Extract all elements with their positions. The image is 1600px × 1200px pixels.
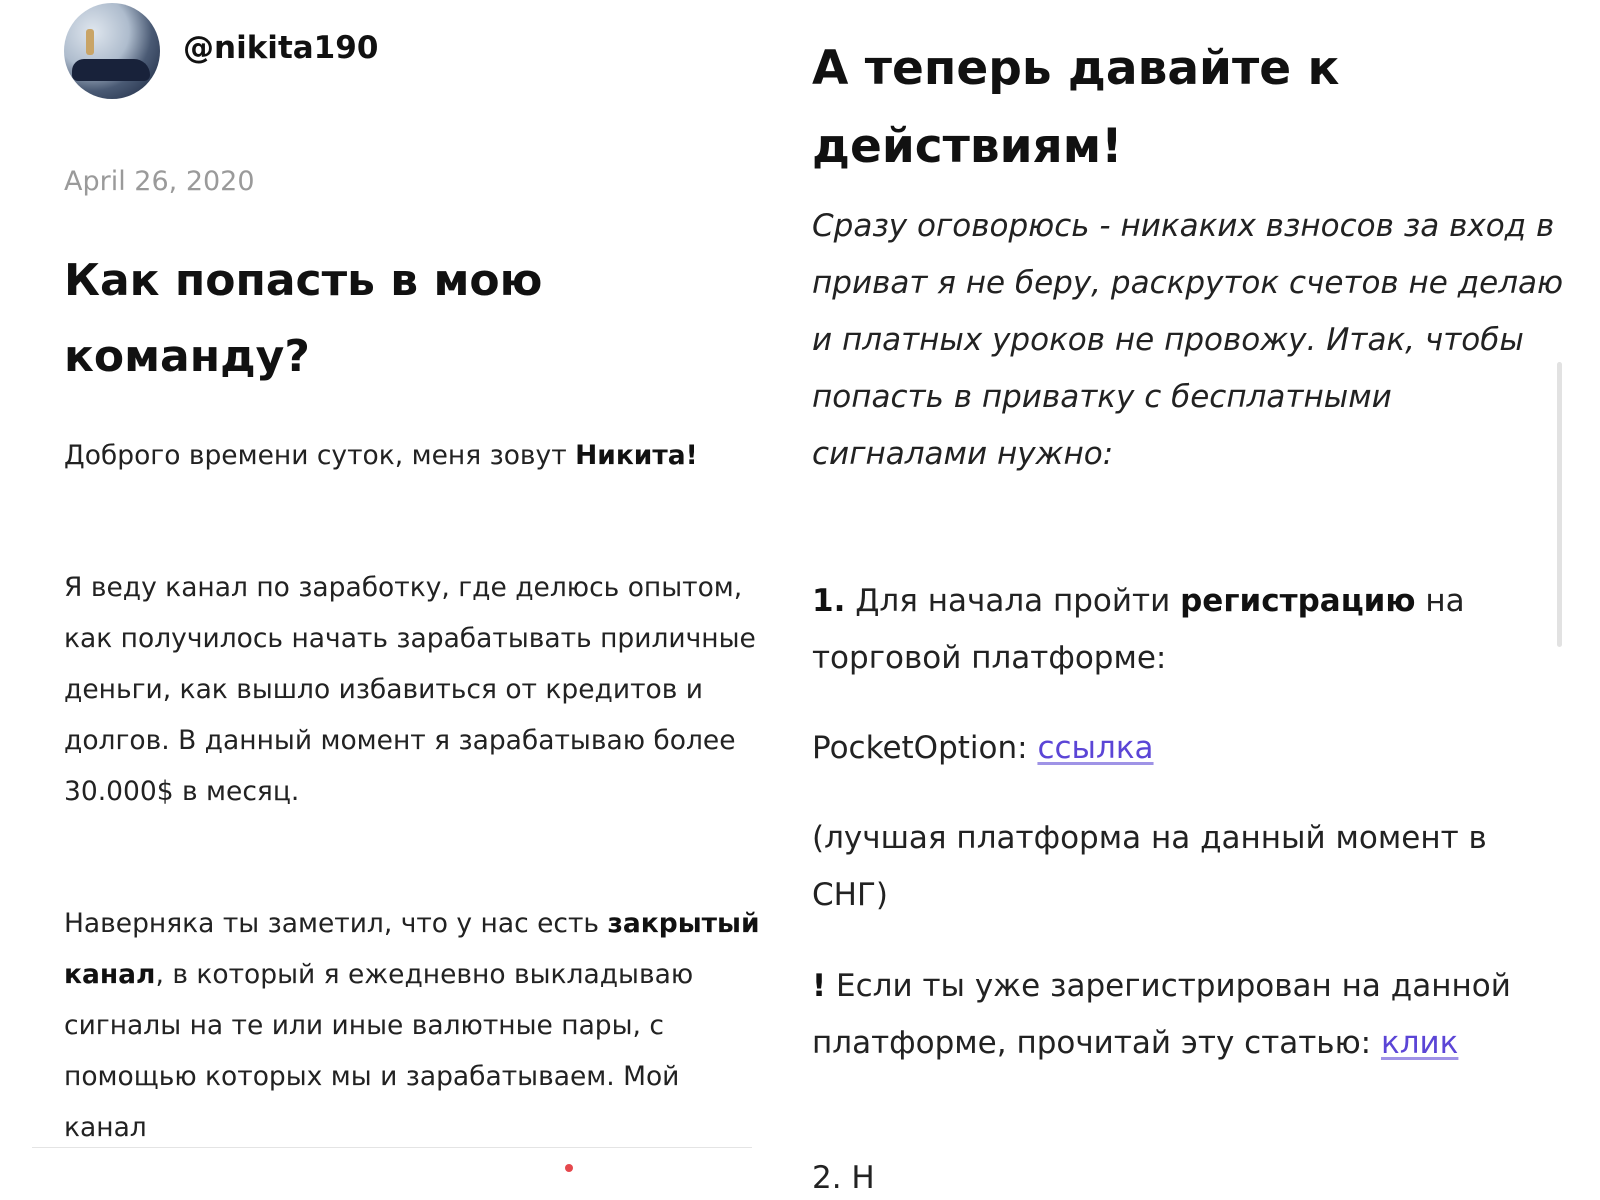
bottom-divider [32, 1147, 752, 1148]
best-platform-paragraph: (лучшая платформа на данный момент в СНГ) [812, 820, 1487, 913]
page-indicator-dot [565, 1164, 573, 1172]
author-username[interactable]: @nikita190 [183, 30, 379, 66]
avatar-figure [86, 29, 94, 55]
pocketoption-paragraph [812, 720, 1572, 777]
step-2-text: 2. Н [812, 1160, 875, 1196]
step-1-number: 1. [812, 583, 846, 619]
section-heading: А теперь давайте к действиям! [812, 41, 1340, 174]
step-1-paragraph [812, 573, 1572, 687]
pocketoption-label: PocketOption: [812, 730, 1038, 766]
page-title: Как попасть в мою команду? [64, 255, 543, 382]
avatar[interactable] [64, 3, 160, 99]
step-2-partial [812, 1150, 1572, 1200]
closed-channel-bold: закрытый канал [64, 908, 760, 990]
scrollbar[interactable] [1557, 362, 1562, 647]
notice-paragraph [812, 958, 1572, 1072]
post-date: April 26, 2020 [64, 166, 255, 197]
pocketoption-link[interactable]: ссылка [1037, 730, 1154, 766]
closed-channel-after: , в который я ежедневно выкладываю сигналы на те или иные валютные пары, с помощью которых мы и зарабатываем. Мой канал [64, 959, 694, 1143]
article-link[interactable]: клик [1380, 1025, 1459, 1061]
notice-text: Если ты уже зарегистрирован на данной платформе, прочитай эту статью: [812, 968, 1511, 1061]
closed-channel-before: Наверняка ты заметил, что у нас есть [64, 908, 608, 939]
step-1-bold: регистрацию [1180, 583, 1416, 619]
step-1-before: Для начала пройти [845, 583, 1181, 619]
right-article-panel [780, 0, 1600, 1200]
notice-mark: ! [812, 968, 827, 1004]
left-article-panel [0, 0, 780, 1200]
intro-paragraph [64, 430, 764, 481]
step-1-after: на торговой платформе: [812, 583, 1465, 676]
channel-paragraph: Я веду канал по заработку, где делюсь опытом, как получилось начать зарабатывать приличные деньги, как вышло избавиться от кредитов и долгов. В данный момент я зарабатываю более 30.000$ в месяц. [64, 572, 756, 807]
avatar-car [72, 59, 150, 81]
closed-channel-paragraph [64, 898, 764, 1153]
intro-text: Доброго времени суток, меня зовут [64, 440, 576, 471]
disclaimer-paragraph: Сразу оговорюсь - никаких взносов за вход в приват я не беру, раскруток счетов не делаю и платных уроков не провожу. Итак, чтобы попасть в приватку с бесплатными сигналами нужно: [812, 208, 1564, 472]
author-name: Никита! [575, 440, 698, 471]
